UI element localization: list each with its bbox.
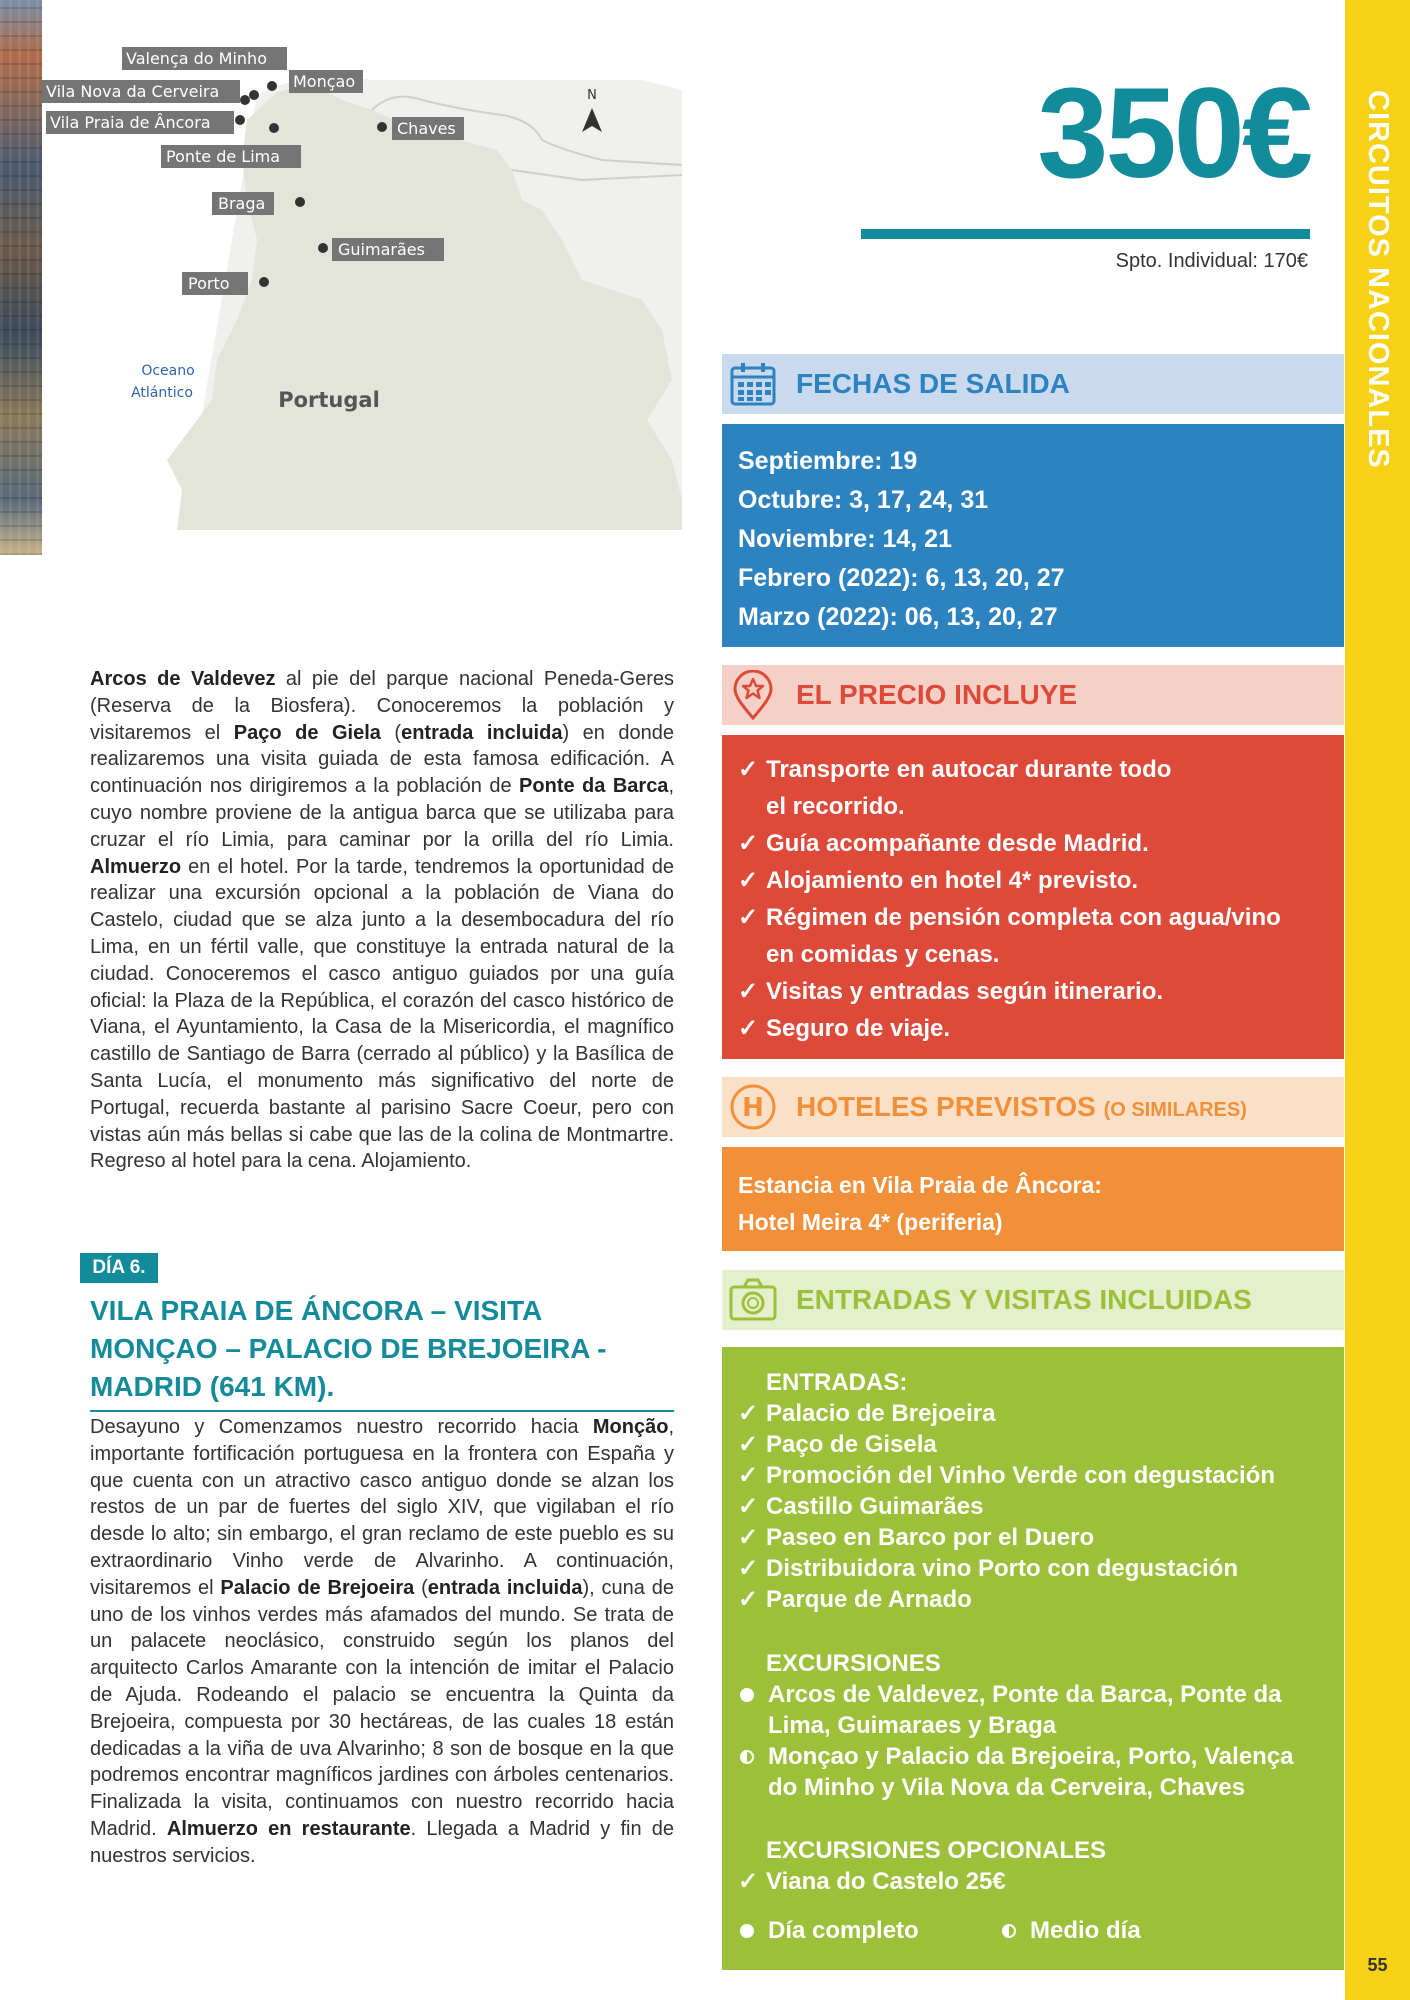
itinerary-text-day6: Desayuno y Comenzamos nuestro recorrido hacia Monção, importante fortificación portuguesa en la frontera con España y que cuenta con un atractivo casco antiguo donde se alzan los restos de un par de fuertes del siglo XIV, que vigilaban el río desde lo alto; sin embargo, el gran reclamo de este pueblo es su extraordinario Vinho verde de Alvarinho. A continuación, visitaremos el Palacio de Brejoeira (entrada incluida), cuna de uno de los vinhos verdes más afamados del mundo. Se trata de un palacete neoclásico, construido según los planos del arquitecto Carlos Amarante con la intención de imitar el Palacio de Ajuda. Rodeando el palacio se encuentra la Quinta da Brejoeira, compuesta por 30 hectáreas, de las cuales 18 están dedicadas a la viña de uva Alvarinho; 8 son de bosque en la que podremos encontrar magníficos jardines con árboles centenarios. Finalizada la visita, continuamos con nuestro recorrido hacia Madrid. Almuerzo en restaurante. Llegada a Madrid y fin de nuestros servicios. bbox=[90, 1416, 675, 1867]
side-tab-label: CIRCUITOS NACIONALES bbox=[1362, 90, 1394, 469]
country-label: Portugal bbox=[278, 388, 380, 412]
legend-full: Día completo bbox=[768, 1917, 919, 1944]
incluye-item: ✓ Transporte en autocar durante todo el recorrido. bbox=[738, 751, 1344, 825]
place-porto: Porto bbox=[188, 274, 230, 293]
check-icon: ✓ bbox=[738, 904, 759, 931]
entradas-body bbox=[722, 1347, 1344, 1970]
place-chaves: Chaves bbox=[397, 119, 456, 138]
check-icon: ✓ bbox=[738, 1586, 759, 1613]
hotel-line: Hotel Meira 4* (periferia) bbox=[738, 1209, 1003, 1235]
fecha-line: Septiembre: 19 bbox=[738, 447, 918, 475]
fechas-header bbox=[722, 354, 1344, 414]
check-icon: ✓ bbox=[738, 1400, 759, 1427]
check-icon: ✓ bbox=[738, 1524, 759, 1551]
page-number: 55 bbox=[1367, 1955, 1388, 1975]
cover-photo-strip bbox=[0, 0, 42, 555]
check-icon: ✓ bbox=[738, 978, 759, 1005]
single-supplement: Spto. Individual: 170€ bbox=[1115, 250, 1308, 272]
check-icon: ✓ bbox=[738, 1555, 759, 1582]
check-icon: ✓ bbox=[738, 1493, 759, 1520]
fecha-line: Noviembre: 14, 21 bbox=[738, 525, 952, 553]
place-valenca: Valença do Minho bbox=[126, 49, 267, 68]
check-icon: ✓ bbox=[738, 1462, 759, 1489]
incluye-item: ✓ Seguro de viaje. bbox=[738, 1010, 1344, 1047]
entradas-heading: ENTRADAS: bbox=[766, 1369, 908, 1396]
incluye-body bbox=[722, 735, 1344, 1059]
side-tab bbox=[1345, 0, 1410, 2000]
place-moncao: Monçao bbox=[293, 72, 356, 91]
opcionales-heading: EXCURSIONES OPCIONALES bbox=[766, 1837, 1107, 1864]
half-day-icon bbox=[740, 1750, 754, 1764]
star-badge-icon bbox=[728, 670, 778, 720]
north-label: N bbox=[587, 88, 597, 103]
incluye-header bbox=[722, 665, 1344, 725]
hoteles-body bbox=[722, 1147, 1344, 1251]
incluye-item: ✓ Alojamiento en hotel 4* previsto. bbox=[738, 862, 1344, 899]
half-day-icon bbox=[1002, 1924, 1016, 1938]
fecha-line: Octubre: 3, 17, 24, 31 bbox=[738, 486, 989, 514]
day-label: DÍA 6. bbox=[80, 1253, 158, 1283]
price-rule bbox=[861, 229, 1310, 239]
place-vila-nova: Vila Nova da Cerveira bbox=[46, 82, 220, 101]
entrada-item: ✓ Distribuidora vino Porto con degustación bbox=[738, 1555, 1239, 1582]
legend bbox=[738, 1915, 1344, 1946]
day-rule bbox=[90, 1410, 674, 1412]
incluye-item: ✓ Visitas y entradas según itinerario. bbox=[738, 973, 1344, 1010]
entrada-item: ✓ Paço de Gisela bbox=[738, 1431, 937, 1458]
entradas-header bbox=[722, 1270, 1344, 1330]
opcional-item: ✓ Viana do Castelo 25€ bbox=[738, 1868, 1006, 1895]
fechas-body bbox=[722, 424, 1344, 647]
place-braga: Braga bbox=[218, 194, 266, 213]
hotel-line: Estancia en Vila Praia de Âncora: bbox=[738, 1172, 1102, 1198]
full-day-icon bbox=[740, 1924, 754, 1938]
hoteles-title-small: (O SIMILARES) bbox=[1103, 1099, 1247, 1121]
check-icon: ✓ bbox=[738, 1431, 759, 1458]
portugal-map bbox=[42, 0, 682, 530]
itinerary-text-top: Arcos de Valdevez al pie del parque nacional Peneda-Geres (Reserva de la Biosfera). Conoceremos la población y visitaremos el Paço de Giela (entrada incluida) en donde realizaremos una visita guiada de esta famosa edificación. A continuación nos dirigiremos a la población de Ponte da Barca, cuyo nombre proviene de la antigua barca que se utilizaba para cruzar el río Limia, para caminar por la orilla del río Limia. Almuerzo en el hotel. Por la tarde, tendremos la oportunidad de realizar una excursión opcional a la población de Viana do Castelo, ciudad que se alza junto a la desembocadura del río Lima, en un fértil valle, que constituye la entrada natural de la ciudad. Conoceremos el casco antiguo guiados por una guía oficial: la Plaza de la República, el corazón del casco histórico de Viana, el Ayuntamiento, la Casa de la Misericordia, el magnífico castillo de Santiago de Barra (cerrado al público) y la Basílica de Santa Lucía, el monumento más significativo del norte de Portugal, recuerda bastante al parisino Sacre Coeur, pero con vistas aún más bellas si cabe que las de la colina de Montmartre. Regreso al hotel para la cena. Alojamiento. bbox=[90, 668, 675, 1173]
check-icon: ✓ bbox=[738, 1868, 759, 1895]
entrada-item: ✓ Paseo en Barco por el Duero bbox=[738, 1524, 1095, 1551]
full-day-icon bbox=[740, 1688, 754, 1702]
camera-icon bbox=[728, 1275, 778, 1325]
check-icon: ✓ bbox=[738, 867, 759, 894]
excursion-item: Monçao y Palacio da Brejoeira, Porto, Valença do Minho y Vila Nova da Cerveira, Chaves bbox=[738, 1741, 1344, 1803]
entrada-item: ✓ Parque de Arnado bbox=[738, 1586, 972, 1613]
entradas-title: ENTRADAS Y VISITAS INCLUIDAS bbox=[796, 1284, 1252, 1315]
entrada-item: ✓ Promoción del Vinho Verde con degustación bbox=[738, 1462, 1275, 1489]
place-guimaraes: Guimarães bbox=[338, 240, 425, 259]
svg-text:H: H bbox=[742, 1093, 764, 1123]
ocean-label-1: Oceano bbox=[141, 363, 195, 379]
incluye-item: ✓ Guía acompañante desde Madrid. bbox=[738, 825, 1344, 862]
hoteles-header bbox=[722, 1077, 1344, 1137]
day-title: VILA PRAIA DE ÁNCORA – VISITA MONÇAO – PALACIO DE BREJOEIRA - MADRID (641 KM). bbox=[90, 1295, 607, 1402]
price-amount: 350€ bbox=[1037, 62, 1310, 205]
fecha-line: Febrero (2022): 6, 13, 20, 27 bbox=[738, 564, 1065, 592]
place-ponte-de-lima: Ponte de Lima bbox=[166, 147, 281, 166]
check-icon: ✓ bbox=[738, 1015, 759, 1042]
fecha-line: Marzo (2022): 06, 13, 20, 27 bbox=[738, 603, 1058, 631]
excursiones-heading: EXCURSIONES bbox=[766, 1650, 941, 1677]
excursion-item: Arcos de Valdevez, Ponte da Barca, Ponte da Lima, Guimaraes y Braga bbox=[738, 1679, 1344, 1741]
fechas-title: FECHAS DE SALIDA bbox=[796, 368, 1070, 399]
entrada-item: ✓ Castillo Guimarães bbox=[738, 1493, 984, 1520]
incluye-item: ✓ Régimen de pensión completa con agua/vino en comidas y cenas. bbox=[738, 899, 1344, 973]
calendar-icon bbox=[728, 359, 778, 409]
legend-half: Medio día bbox=[1030, 1917, 1141, 1944]
place-vila-praia: Vila Praia de Âncora bbox=[50, 113, 211, 132]
hoteles-title: HOTELES PREVISTOS bbox=[796, 1091, 1096, 1122]
entrada-item: ✓ Palacio de Brejoeira bbox=[738, 1400, 996, 1427]
ocean-label-2: Atlántico bbox=[131, 385, 193, 401]
incluye-title: EL PRECIO INCLUYE bbox=[796, 679, 1078, 710]
hotel-icon bbox=[728, 1082, 778, 1132]
check-icon: ✓ bbox=[738, 756, 759, 783]
check-icon: ✓ bbox=[738, 830, 759, 857]
